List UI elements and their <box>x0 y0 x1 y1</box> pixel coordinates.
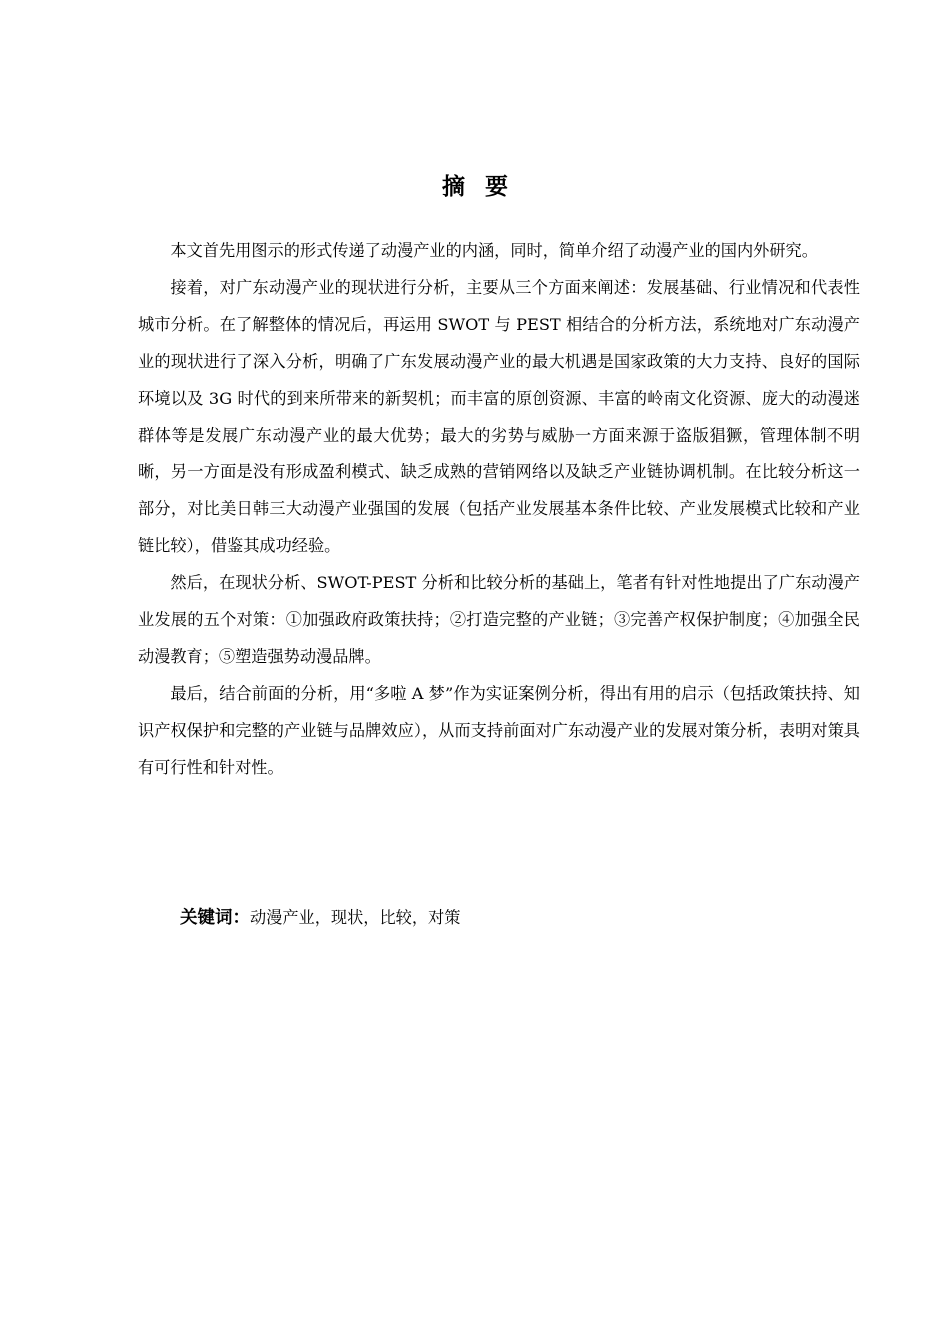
abstract-title: 摘要 <box>442 174 528 200</box>
keywords-value: 动漫产业，现状，比较，对策 <box>250 908 461 927</box>
abstract-body <box>138 233 860 787</box>
abstract-paragraph-3: 然后，在现状分析、SWOT-PEST 分析和比较分析的基础上，笔者有针对性地提出了广东动漫产业发展的五个对策：①加强政府政策扶持；②打造完整的产业链；③完善产权保护制度；④加强全民动漫教育；⑤塑造强势动漫品牌。 <box>138 573 860 666</box>
keywords-label: 关键词： <box>180 908 250 928</box>
abstract-paragraph-2: 接着，对广东动漫产业的现状进行分析，主要从三个方面来阐述：发展基础、行业情况和代表性城市分析。在了解整体的情况后，再运用 SWOT 与 PEST 相结合的分析方法，系统地对广东动漫产业的现状进行了深入分析，明确了广东发展动漫产业的最大机遇是国家政策的大力支持、良好的国际环境以及 3G 时代的到来所带来的新契机；而丰富的原创资源、丰富的岭南文化资源、庞大的动漫迷群体等是发展广东动漫产业的最大优势；最大的劣势与威胁一方面来源于盗版猖獗，管理体制不明晰，另一方面是没有形成盈利模式、缺乏成熟的营销网络以及缺乏产业链协调机制。在比较分析这一部分，对比美日韩三大动漫产业强国的发展（包括产业发展基本条件比较、产业发展模式比较和产业链比较），借鉴其成功经验。 <box>138 277 860 556</box>
keywords-line <box>180 899 860 937</box>
abstract-paragraph-4: 最后，结合前面的分析，用“多啦 A 梦”作为实证案例分析，得出有用的启示（包括政策扶持、知识产权保护和完整的产业链与品牌效应），从而支持前面对广东动漫产业的发展对策分析，表明对策具有可行性和针对性。 <box>138 683 860 777</box>
abstract-paragraph-1: 本文首先用图示的形式传递了动漫产业的内涵，同时，简单介绍了动漫产业的国内外研究。 <box>170 241 818 260</box>
